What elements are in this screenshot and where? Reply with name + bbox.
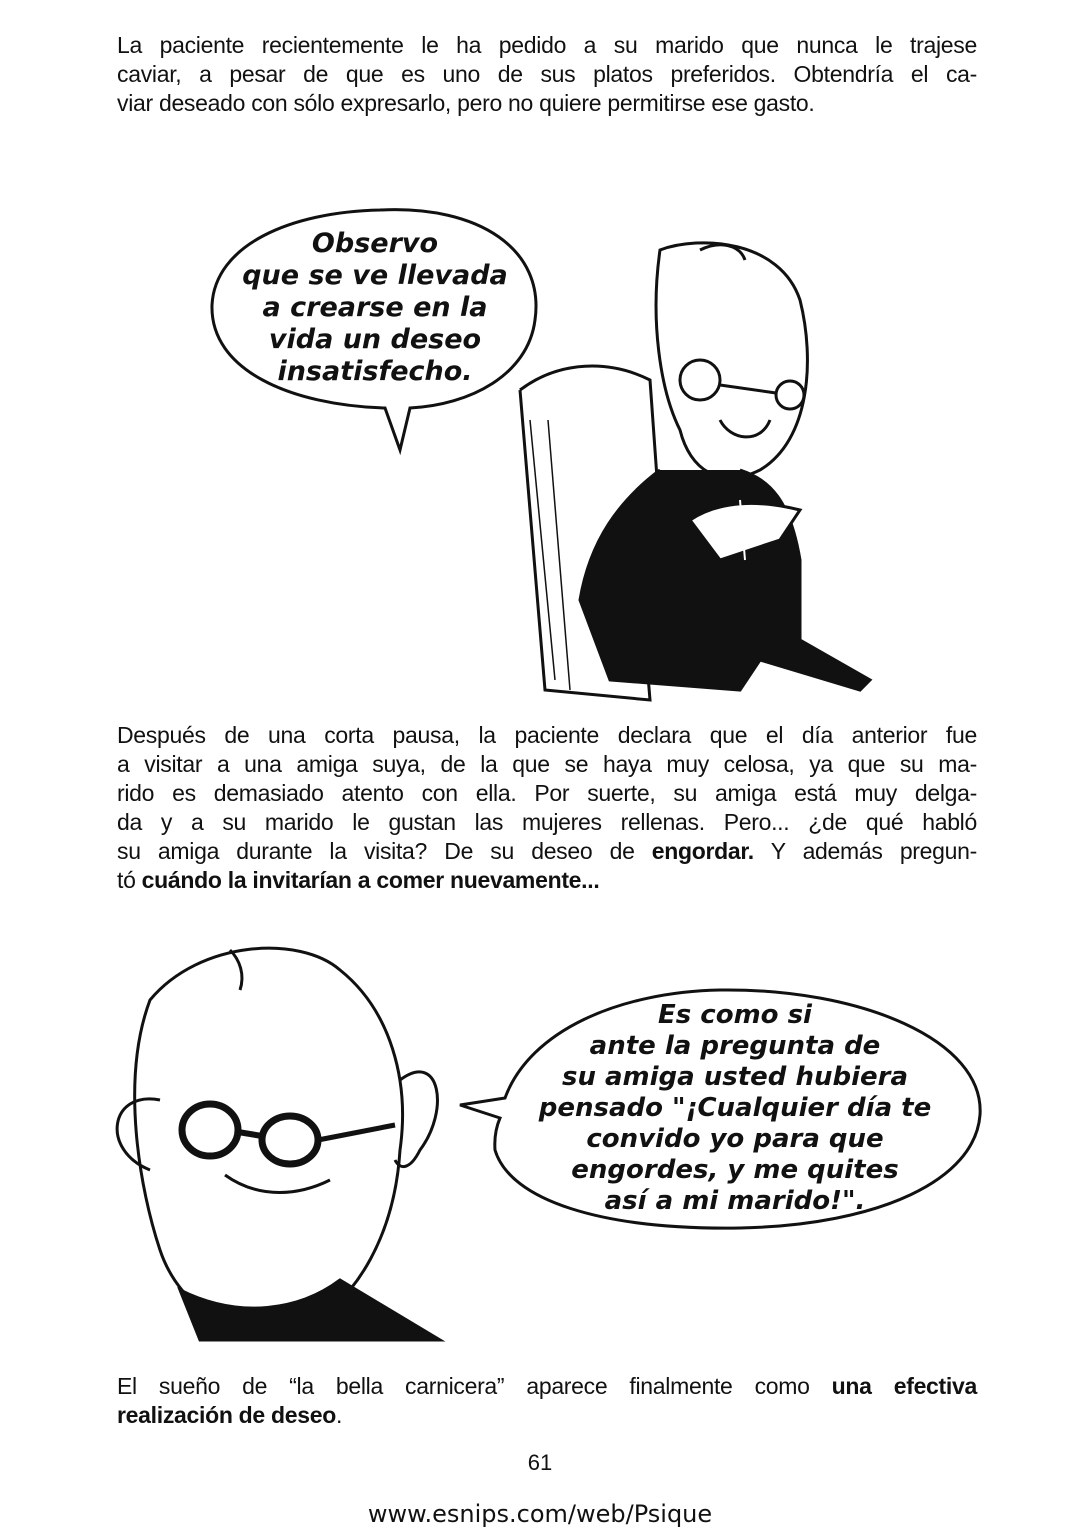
bold-text: una efectiva xyxy=(831,1373,977,1399)
head xyxy=(135,948,403,1333)
text-line xyxy=(117,1401,977,1430)
bubble-line: que se ve llevada xyxy=(242,260,508,291)
text-line: viar deseado con sólo expresarlo, pero no quiere permitirse ese gasto. xyxy=(117,90,815,116)
bold-text: cuándo la invitarían a comer nuevamente... xyxy=(141,867,600,893)
glasses-lens xyxy=(182,1104,238,1156)
collar xyxy=(180,1280,440,1340)
bubble-line: su amiga usted hubiera xyxy=(561,1062,909,1092)
text-line xyxy=(117,1372,977,1401)
text-line: Después de una corta pausa, la paciente declara que el día anterior fue xyxy=(117,722,977,748)
bubble-line: insatisfecho. xyxy=(277,356,473,387)
bubble-line: pensado "¡Cualquier día te xyxy=(538,1093,932,1123)
footer-url: www.esnips.com/web/Psique xyxy=(367,1500,713,1528)
bubble-line: a crearse en la xyxy=(262,292,488,323)
bubble-line: convido yo para que xyxy=(586,1124,884,1154)
text-run: . xyxy=(335,1402,343,1428)
page-number: 61 xyxy=(527,1450,553,1475)
text-line: da y a su marido le gustan las mujeres rellenas. Pero... ¿de qué habló xyxy=(117,809,977,835)
glasses-lens xyxy=(262,1116,318,1164)
bubble-line: Observo xyxy=(311,228,439,259)
bold-text: realización de deseo xyxy=(117,1402,336,1428)
speech-bubble-2-text xyxy=(490,1000,980,1217)
text-line: caviar, a pesar de que es uno de sus platos preferidos. Obtendría el ca- xyxy=(117,61,977,87)
text-line: rido es demasiado atento con ella. Por suerte, su amiga está muy delga- xyxy=(117,780,977,806)
bubble-line: ante la pregunta de xyxy=(589,1031,881,1061)
text-run: su amiga durante la visita? De su deseo de xyxy=(117,838,652,864)
bubble-line: así a mi marido!". xyxy=(604,1186,866,1216)
text-line: a visitar a una amiga suya, de la que se haya muy celosa, ya que su ma- xyxy=(117,751,977,777)
text-run: El sueño de “la bella carnicera” aparece finalmente como xyxy=(117,1373,832,1399)
text-line: La paciente recientemente le ha pedido a su marido que nunca le trajese xyxy=(117,32,977,58)
bubble-line: engordes, y me quites xyxy=(571,1155,899,1185)
text-run: Y además pregun- xyxy=(753,838,977,864)
bubble-line: vida un deseo xyxy=(268,324,482,355)
bubble-line: Es como si xyxy=(658,1000,812,1030)
paragraph-3 xyxy=(117,1372,977,1430)
text-run: tó xyxy=(117,867,142,893)
bold-text: engordar. xyxy=(651,838,754,864)
